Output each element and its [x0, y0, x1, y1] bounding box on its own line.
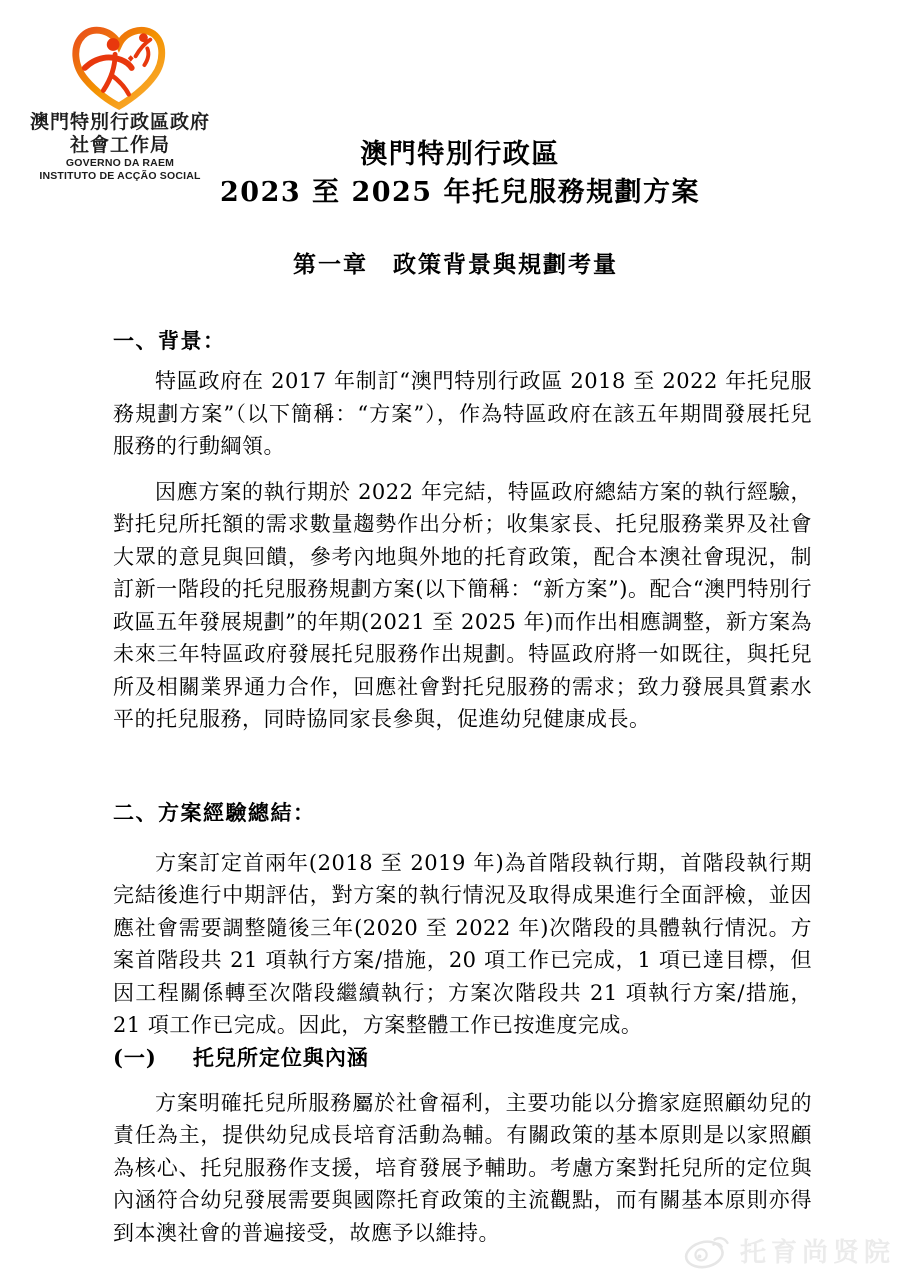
section-1-paragraph-1: 特區政府在 2017 年制訂“澳門特別行政區 2018 至 2022 年托兒服務規劃方案”（以下簡稱：“方案”），作為特區政府在該五年期間發展托兒服務的行動綱領。: [113, 369, 812, 458]
document-title: [130, 136, 790, 212]
document-body: [113, 322, 812, 1249]
watermark-text: 托育尚贤院: [739, 1237, 895, 1267]
section-2-paragraph-1: 方案訂定首兩年(2018 至 2019 年)為首階段執行期，首階段執行期完結後進行中期評估，對方案的執行情況及取得成果進行全面評檢，並因應社會需要調整隨後三年(2020 至 2022 年)次階段的具體執行情況。方案首階段共 21 項執行方案/措施，20 項工作已完成，1 項已達目標，但因工程關係轉至次階段繼續執行；方案次階段共 21 項執行方案/措施，21 項工作已完成。因此，方案整體工作已按進度完成。: [113, 850, 812, 1037]
chapter-heading: 第一章 政策背景與規劃考量: [293, 251, 618, 278]
subsection-1-paragraph-1: 方案明確托兒所服務屬於社會福利，主要功能以分擔家庭照顧幼兒的責任為主，提供幼兒成長培育活動為輔。有關政策的基本原則是以家照顧為核心、托兒服務作支援，培育發展予輔助。考慮方案對托兒所的定位與內涵符合幼兒發展需要與國際托育政策的主流觀點，而有關基本原則亦得到本澳社會的普遍接受，故應予以維持。: [113, 1090, 812, 1245]
agency-name-pt-line2: INSTITUTO DE ACÇÃO SOCIAL: [39, 170, 201, 182]
watermark: [682, 1230, 895, 1271]
agency-name-zh-line1: 澳門特別行政區政府: [29, 112, 210, 133]
subsection-1-number: (一): [113, 1044, 157, 1070]
section-1-heading: 一、背景：: [113, 328, 226, 353]
weibo-icon: [682, 1230, 732, 1271]
subsection-1-heading: [113, 1043, 812, 1073]
document-title-line2: 2023 至 2025 年托兒服務規劃方案: [220, 177, 700, 208]
document-title-line1: 澳門特別行政區: [360, 139, 560, 170]
agency-name-pt-line1: GOVERNO DA RAEM: [65, 157, 175, 169]
subsection-1-title: 托兒所定位與內涵: [192, 1044, 369, 1070]
agency-name-zh-line2: 社會工作局: [69, 135, 170, 156]
section-1-paragraph-2: 因應方案的執行期於 2022 年完結，特區政府總結方案的執行經驗，對托兒所托額的需求數量趨勢作出分析；收集家長、托兒服務業界及社會大眾的意見與回饋，參考內地與外地的托育政策，配合本澳社會現況，制訂新一階段的托兒服務規劃方案(以下簡稱：“新方案”)。配合“澳門特別行政區五年發展規劃”的年期(2021 至 2025 年)而作出相應調整，新方案為未來三年特區政府發展托兒服務作出規劃。特區政府將一如既往，與托兒所及相關業界通力合作，回應社會對托兒服務的需求；致力發展具質素水平的托兒服務，同時協同家長參與，促進幼兒健康成長。: [113, 479, 812, 731]
section-2-heading: 二、方案經驗總結：: [113, 799, 316, 825]
heart-logo-icon: [68, 24, 170, 110]
agency-logo: [68, 24, 170, 110]
